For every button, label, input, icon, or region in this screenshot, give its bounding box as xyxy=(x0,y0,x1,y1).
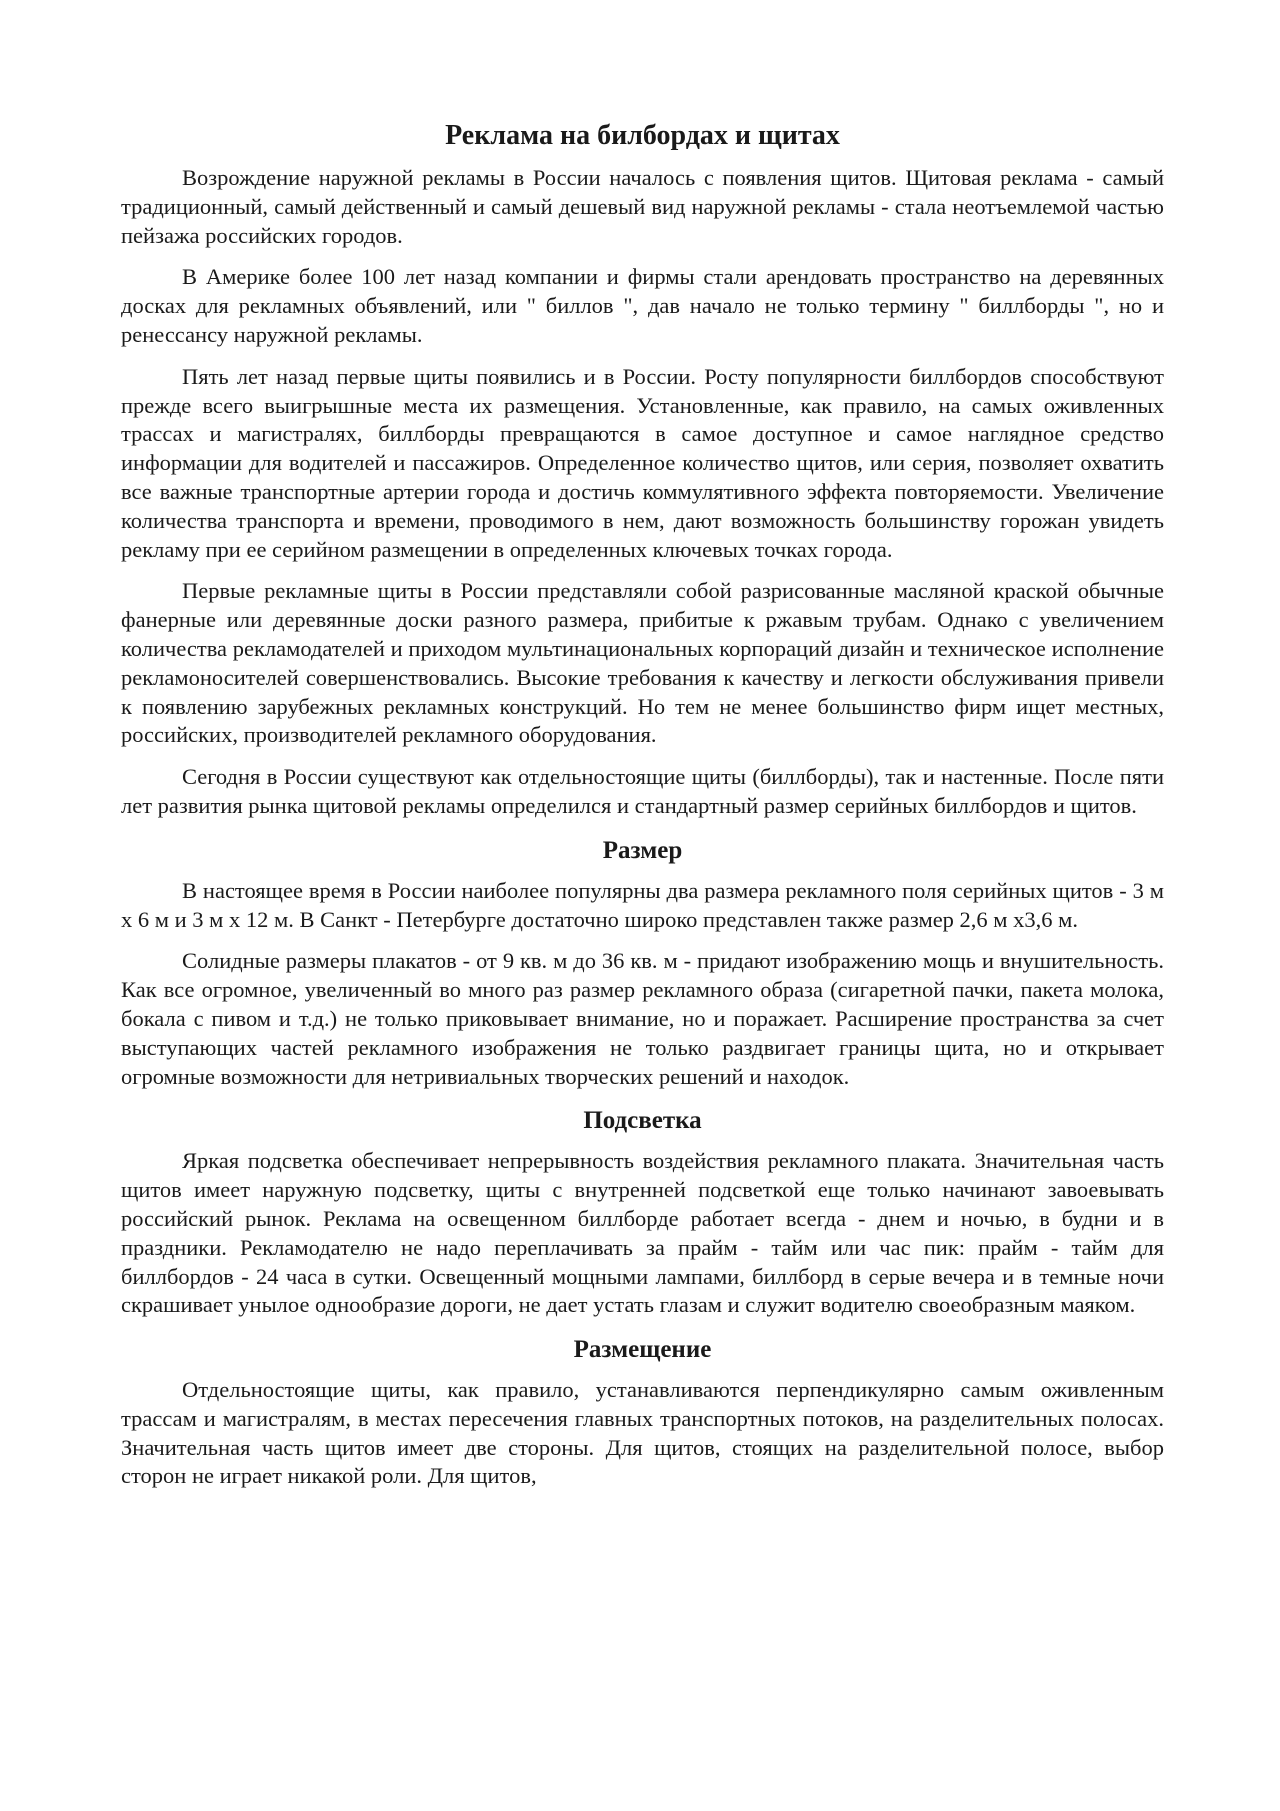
intro-paragraph-2: В Америке более 100 лет назад компании и фирмы стали арендовать пространство на деревянных досках для рекламных объявлений, или " биллов ", дав начало не только термину " биллборды ", но и ренессансу наружной рекламы. xyxy=(121,264,1164,347)
intro-paragraph-5: Сегодня в России существуют как отдельностоящие щиты (биллборды), так и настенные. После пяти лет развития рынка щитовой рекламы определился и стандартный размер серийных биллбордов и щитов. xyxy=(121,764,1164,818)
intro-paragraph-4: Первые рекламные щиты в России представляли собой разрисованные масляной краской обычные фанерные или деревянные доски разного размера, прибитые к ржавым трубам. Однако с увеличением количества рекламодателей и приходом мультинациональных корпораций дизайн и техническое исполнение рекламоносителей совершенствовались. Высокие требования к качеству и легкости обслуживания привели к появлению зарубежных рекламных конструкций. Но тем не менее большинство фирм ищет местных, российских, производителей рекламного оборудования. xyxy=(121,578,1164,748)
size-paragraph-1: В настоящее время в России наиболее популярны два размера рекламного поля серийных щитов - 3 м х 6 м и 3 м х 12 м. В Санкт - Петербурге достаточно широко представлен также размер 2,6 м х3,6 м. xyxy=(121,877,1164,932)
placement-paragraph-1: Отдельностоящие щиты, как правило, устанавливаются перпендикулярно самым оживленным трассам и магистралям, в местах пересечения главных транспортных потоков, на разделительных полосах. Значительная часть щитов имеет две стороны. Для щитов, стоящих на разделительной полосе, выбор сторон не играет никакой роли. Для щитов, xyxy=(121,1377,1164,1489)
intro-paragraph-3: Пять лет назад первые щиты появились и в России. Росту популярности биллбордов способствуют прежде всего выигрышные места их размещения. Установленные, как правило, на самых оживленных трассах и магистралях, биллборды превращаются в самое доступное и самое наглядное средство информации для водителей и пассажиров. Определенное количество щитов, или серия, позволяет охватить все важные транспортные артерии города и достичь коммулятивного эффекта повторяемости. Увеличение количества транспорта и времени, проводимого в нем, дают возможность большинству горожан увидеть рекламу при ее серийном размещении в определенных ключевых точках города. xyxy=(121,363,1164,562)
section-heading-placement: Размещение xyxy=(573,1336,712,1364)
lighting-paragraph-1: Яркая подсветка обеспечивает непрерывность воздействия рекламного плаката. Значительная часть щитов имеет наружную подсветку, щиты с внутренней подсветкой еще только начинают завоевывать российский рынок. Реклама на освещенном биллборде работает всегда - днем и ночью, в будни и в праздники. Рекламодателю не надо переплачивать за прайм - тайм или час пик: прайм - тайм для биллбордов - 24 часа в сутки. Освещенный мощными лампами, биллборд в серые вечера и в темные ночи скрашивает унылое однообразие дороги, не дает устать глазам и служит водителю своеобразным маяком. xyxy=(121,1148,1164,1318)
document-title: Реклама на билбордах и щитах xyxy=(445,120,840,151)
section-heading-lighting: Подсветка xyxy=(583,1107,702,1135)
intro-paragraph-1: Возрождение наружной рекламы в России началось с появления щитов. Щитовая реклама - самый традиционный, самый действенный и самый дешевый вид наружной рекламы - стала неотъемлемой частью пейзажа российских городов. xyxy=(121,165,1164,248)
document-page xyxy=(121,118,1164,1504)
section-heading-size: Размер xyxy=(602,836,683,864)
size-paragraph-2: Солидные размеры плакатов - от 9 кв. м до 36 кв. м - придают изображению мощь и внушительность. Как все огромное, увеличенный во много раз размер рекламного образа (сигаретной пачки, пакета молока, бокала с пивом и т.д.) не только приковывает внимание, но и поражает. Расширение пространства за счет выступающих частей рекламного изображения не только раздвигает границы щита, но и открывает огромные возможности для нетривиальных творческих решений и находок. xyxy=(121,948,1164,1089)
